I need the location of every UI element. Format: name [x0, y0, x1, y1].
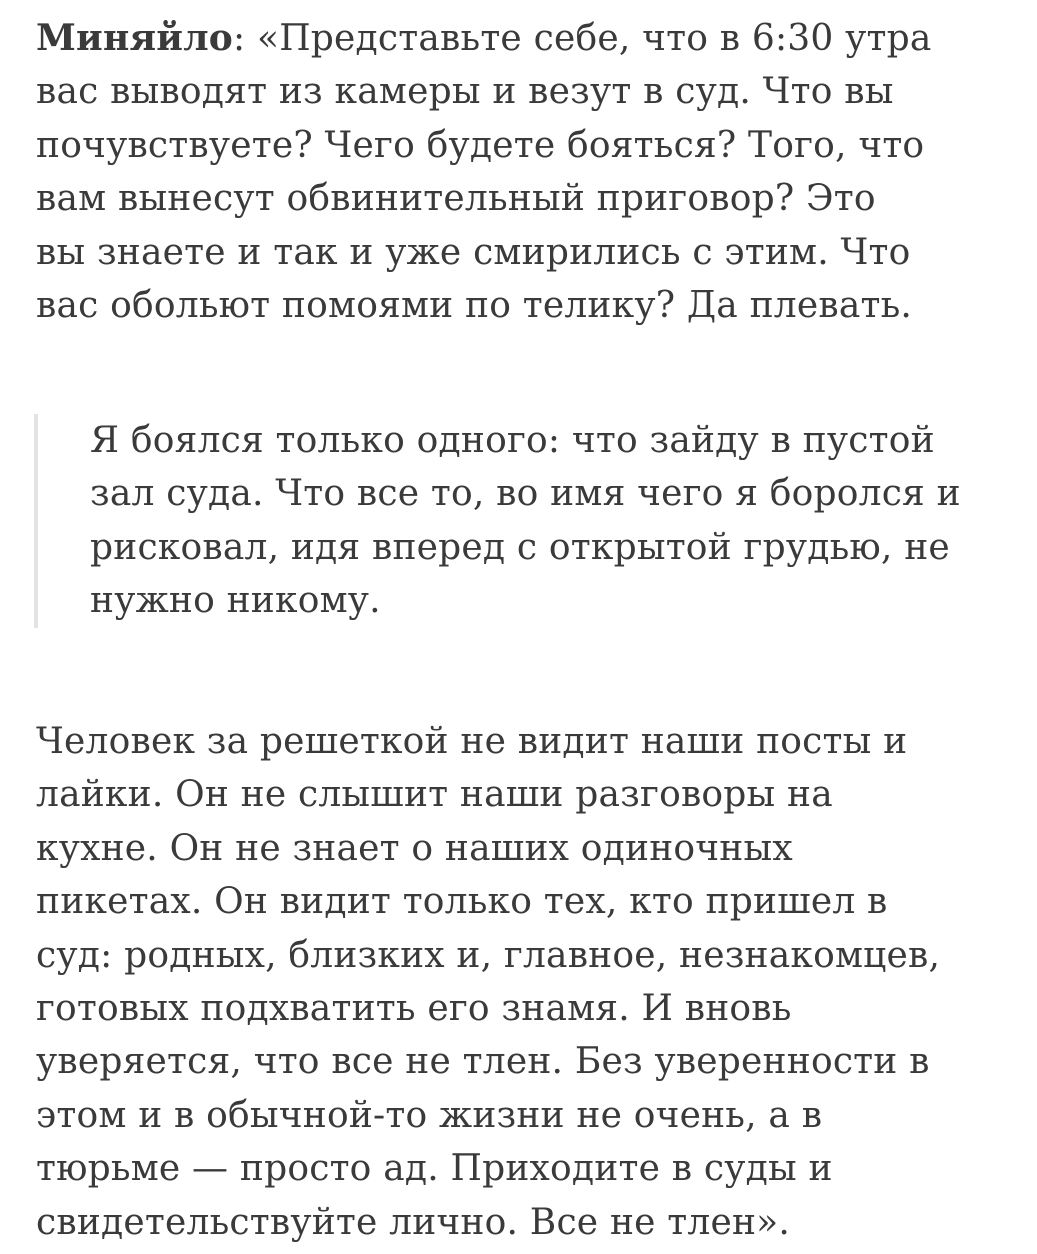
- blockquote-line-1: зал суда. Что все то, во имя чего я боролся и: [90, 473, 961, 515]
- intro-text: [36, 12, 1026, 332]
- closing-line-9: свидетельствуйте лично. Все не тлен».: [36, 1201, 791, 1243]
- intro-line-3: вам вынесут обвинительный приговор? Это: [36, 178, 876, 220]
- intro-line-0: [36, 12, 1026, 65]
- closing-line-2: кухне. Он не знает о наших одиночных: [36, 827, 793, 869]
- closing-line-8: тюрьме — просто ад. Приходите в суды и: [36, 1148, 833, 1190]
- closing-line-5: готовых подхватить его знамя. И вновь: [36, 988, 792, 1030]
- intro-line-1: вас выводят из камеры и везут в суд. Что вы: [36, 71, 894, 113]
- closing-paragraph: [36, 715, 1026, 1249]
- intro-line-2: почувствуете? Чего будете бояться? Того, что: [36, 124, 925, 166]
- blockquote: [34, 414, 1014, 628]
- closing-line-7: этом и в обычной-то жизни не очень, а в: [36, 1094, 823, 1136]
- closing-line-6: уверяется, что все не тлен. Без уверенности в: [36, 1041, 930, 1083]
- intro-paragraph: [36, 12, 1026, 332]
- closing-line-4: суд: родных, близких и, главное, незнакомцев,: [36, 934, 941, 976]
- closing-line-1: лайки. Он не слышит наши разговоры на: [36, 774, 833, 816]
- closing-line-0: Человек за решеткой не видит наши посты и: [36, 721, 908, 762]
- intro-line-5: вас обольют помоями по телику? Да плевать.: [36, 285, 913, 327]
- blockquote-line-3: нужно никому.: [90, 580, 381, 622]
- blockquote-line-2: рисковал, идя вперед с открытой грудью, не: [90, 526, 950, 568]
- closing-line-3: пикетах. Он видит только тех, кто пришел в: [36, 881, 888, 923]
- speaker-name: Миняйло: [36, 17, 233, 59]
- blockquote-text: [90, 414, 1014, 628]
- blockquote-line-0: Я боялся только одного: что зайду в пустой: [90, 420, 935, 461]
- closing-text: [36, 715, 1026, 1249]
- intro-first-line-rest: : «Представьте себе, что в 6:30 утра: [233, 18, 932, 59]
- intro-line-4: вы знаете и так и уже смирились с этим. Что: [36, 231, 911, 273]
